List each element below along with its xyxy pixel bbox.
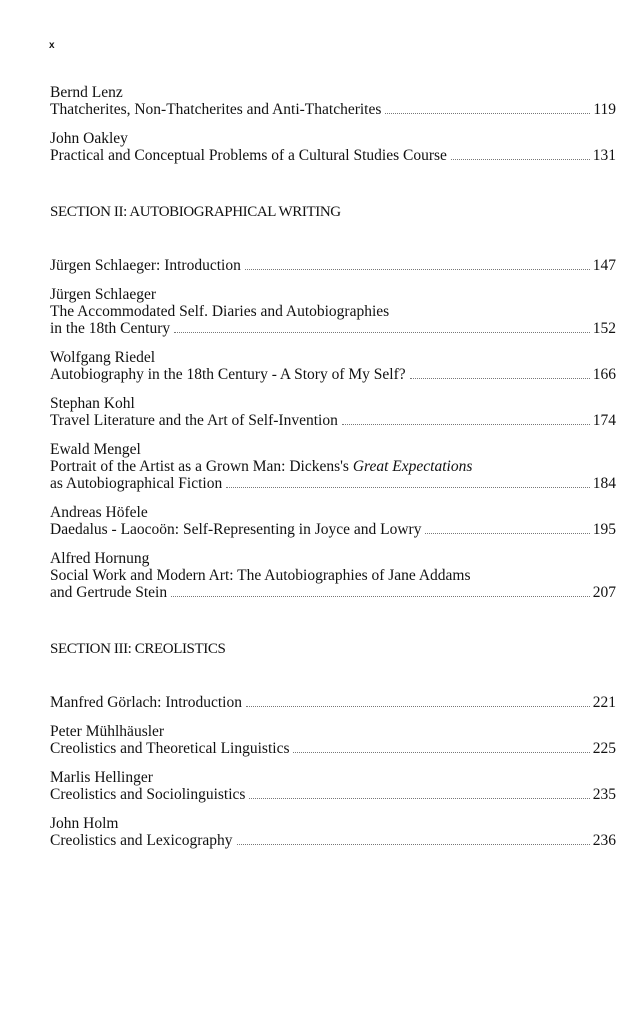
entry-leader-line (50, 320, 616, 337)
title-text: Portrait of the Artist as a Grown Man: Dickens's (50, 458, 353, 475)
entry-author: Peter Mühlhäusler (50, 723, 165, 740)
toc-entry (50, 769, 616, 803)
section-heading: SECTION III: CREOLISTICS (50, 641, 226, 657)
entry-author: Andreas Höfele (50, 504, 148, 521)
entry-leader-line (50, 694, 616, 711)
entry-title: Travel Literature and the Art of Self-Invention (50, 412, 338, 429)
entry-author: Alfred Hornung (50, 550, 150, 567)
entry-title: Autobiography in the 18th Century - A Story of My Self? (50, 366, 406, 383)
dot-leader (425, 532, 589, 534)
toc-entry (50, 286, 616, 337)
dot-leader (342, 423, 590, 425)
toc-entry (50, 504, 616, 538)
entry-title: Practical and Conceptual Problems of a Cultural Studies Course (50, 147, 447, 164)
page-ref: 221 (592, 694, 616, 711)
entry-leader-line (50, 366, 616, 383)
entry-title: Jürgen Schlaeger: Introduction (50, 257, 241, 274)
toc-entry (50, 723, 616, 757)
page-ref: 195 (592, 521, 616, 538)
entry-leader-line (50, 786, 616, 803)
entry-author: Jürgen Schlaeger (50, 286, 157, 303)
dot-leader (245, 268, 590, 270)
dot-leader (226, 486, 590, 488)
entry-title: Creolistics and Sociolinguistics (50, 786, 246, 803)
page-ref: 184 (592, 475, 616, 492)
page-ref: 236 (592, 832, 616, 849)
italic-title: Great Expectations (352, 458, 473, 475)
entry-title: in the 18th Century (50, 320, 171, 337)
entry-title: Creolistics and Theoretical Linguistics (50, 740, 290, 757)
toc-entry (50, 694, 616, 711)
entry-author: Marlis Hellinger (50, 769, 153, 786)
entry-author: Wolfgang Riedel (50, 349, 156, 366)
page-ref: 174 (592, 412, 616, 429)
entry-leader-line (50, 475, 616, 492)
page-ref: 119 (593, 101, 616, 118)
entry-leader-line (50, 412, 616, 429)
entry-author: John Holm (50, 815, 119, 832)
entry-title: Daedalus - Laocoön: Self-Representing in Joyce and Lowry (50, 521, 422, 538)
page-ref: 131 (592, 147, 616, 164)
entry-leader-line (50, 147, 616, 164)
entry-title: Manfred Görlach: Introduction (50, 694, 242, 711)
page-ref: 207 (592, 584, 616, 601)
dot-leader (451, 158, 590, 160)
entry-title-line: Social Work and Modern Art: The Autobiographies of Jane Addams (50, 567, 471, 584)
entry-leader-line (50, 521, 616, 538)
entry-author: Bernd Lenz (50, 84, 123, 101)
entry-author: John Oakley (50, 130, 128, 147)
entry-title: Thatcherites, Non-Thatcherites and Anti-Thatcherites (50, 101, 382, 118)
toc-entry (50, 550, 616, 601)
toc-entry (50, 441, 616, 492)
entry-leader-line (50, 101, 616, 118)
entry-leader-line (50, 740, 616, 757)
entry-title-line: The Accommodated Self. Diaries and Autobiographies (50, 303, 390, 320)
dot-leader (293, 751, 589, 753)
toc-entry (50, 349, 616, 383)
entry-leader-line (50, 257, 616, 274)
toc-entry (50, 257, 616, 274)
page-ref: 147 (592, 257, 616, 274)
dot-leader (249, 797, 589, 799)
entry-title: and Gertrude Stein (50, 584, 168, 601)
section-heading: SECTION II: AUTOBIOGRAPHICAL WRITING (50, 204, 341, 220)
page-ref: 235 (592, 786, 616, 803)
dot-leader (410, 377, 590, 379)
dot-leader (174, 331, 590, 333)
entry-title-line (50, 458, 616, 475)
toc-entry (50, 130, 616, 164)
page-ref: 225 (592, 740, 616, 757)
toc-entry (50, 815, 616, 849)
entry-leader-line (50, 832, 616, 849)
toc-entry (50, 84, 616, 118)
dot-leader (385, 112, 590, 114)
page-ref: 152 (592, 320, 616, 337)
entry-title: as Autobiographical Fiction (50, 475, 223, 492)
dot-leader (246, 705, 590, 707)
entry-author: Stephan Kohl (50, 395, 135, 412)
entry-title: Creolistics and Lexicography (50, 832, 233, 849)
entry-leader-line (50, 584, 616, 601)
page-ref: 166 (592, 366, 616, 383)
dot-leader (171, 595, 590, 597)
toc-entry (50, 395, 616, 429)
page-number: x (49, 40, 55, 51)
dot-leader (237, 843, 590, 845)
table-of-contents (50, 84, 616, 849)
entry-author: Ewald Mengel (50, 441, 141, 458)
